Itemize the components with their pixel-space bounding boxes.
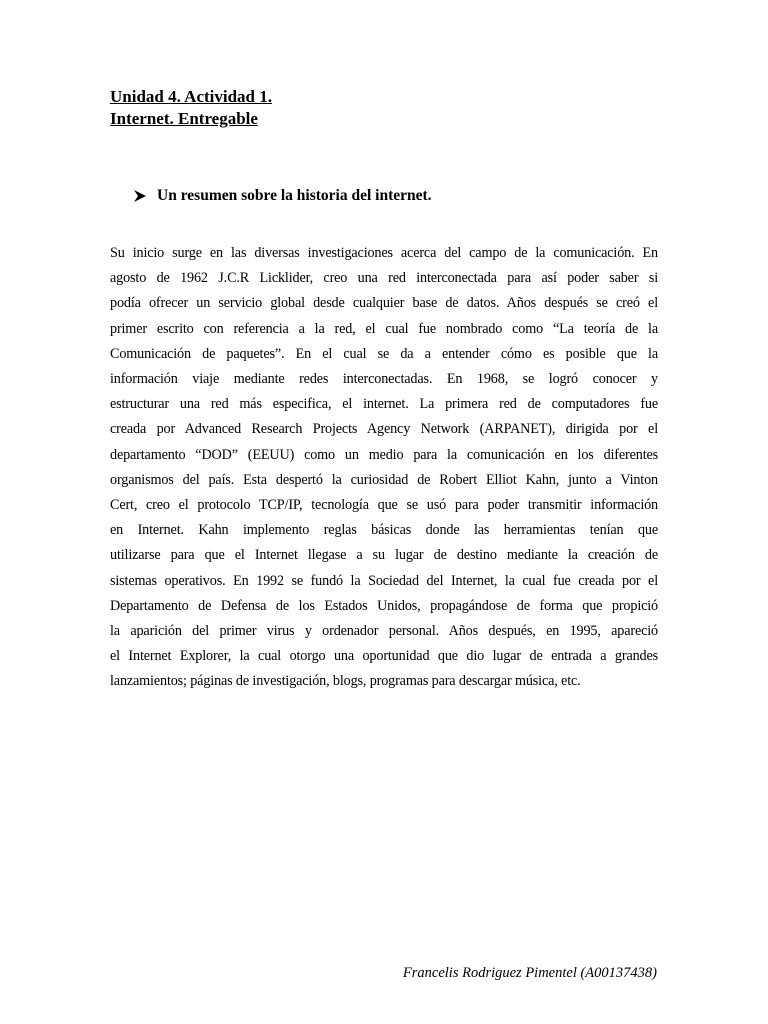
paragraph-line: creada por Advanced Research Projects Agency Network (ARPANET), dirigida por el: [110, 421, 658, 438]
paragraph-line: Departamento de Defensa de los Estados Unidos, propagándose de forma que propició: [110, 597, 658, 614]
paragraph-line: Su inicio surge en las diversas investigaciones acerca del campo de la comunicación. En: [110, 245, 658, 261]
paragraph-line: el Internet Explorer, la cual otorgo una oportunidad que dio lugar de entrada a grandes: [110, 648, 658, 665]
paragraph-line: organismos del país. Esta despertó la curiosidad de Robert Elliot Kahn, junto a Vinton: [110, 471, 658, 488]
paragraph-line: Comunicación de paquetes”. En el cual se da a entender cómo es posible que la: [110, 345, 658, 362]
title-line-subject: Internet. Entregable: [110, 109, 258, 128]
paragraph-line: agosto de 1962 J.C.R Licklider, creo una red interconectada para así poder saber si: [110, 270, 658, 287]
paragraph-line: sistemas operativos. En 1992 se fundó la Sociedad del Internet, la cual fue creada por el: [110, 572, 658, 589]
section-heading: [133, 185, 432, 207]
footer-author: Francelis Rodriguez Pimentel (A00137438): [402, 965, 657, 981]
paragraph-line: la aparición del primer virus y ordenador personal. Años después, en 1995, apareció: [110, 623, 658, 640]
title-line-unit: Unidad 4. Actividad 1.: [110, 87, 273, 106]
paragraph-line: utilizarse para que el Internet llegase a su lugar de destino mediante la creación de: [110, 547, 658, 564]
paragraph-line: estructurar una red más especifica, el internet. La primera red de computadores fue: [110, 396, 658, 413]
paragraph-line: podía ofrecer un servicio global desde cualquier base de datos. Años después se creó el: [110, 295, 658, 312]
paragraph-line: información viaje mediante redes interconectadas. En 1968, se logró conocer y: [110, 371, 658, 388]
paragraph-line: departamento “DOD” (EEUU) como un medio para la comunicación en los diferentes: [110, 446, 658, 463]
paragraph-line: Cert, creo el protocolo TCP/IP, tecnología que se usó para poder transmitir información: [110, 497, 658, 514]
summary-paragraph: [110, 241, 658, 695]
paragraph-line: en Internet. Kahn implemento reglas básicas donde las herramientas tenían que: [110, 522, 658, 539]
paragraph-line: lanzamientos; páginas de investigación, blogs, programas para descargar música, etc.: [110, 673, 581, 690]
paragraph-line: primer escrito con referencia a la red, el cual fue nombrado como “La teoría de la: [110, 320, 658, 337]
section-heading-text: Un resumen sobre la historia del internet.: [157, 187, 432, 204]
document-title: [110, 86, 272, 130]
arrow-bullet-icon: [133, 189, 147, 203]
